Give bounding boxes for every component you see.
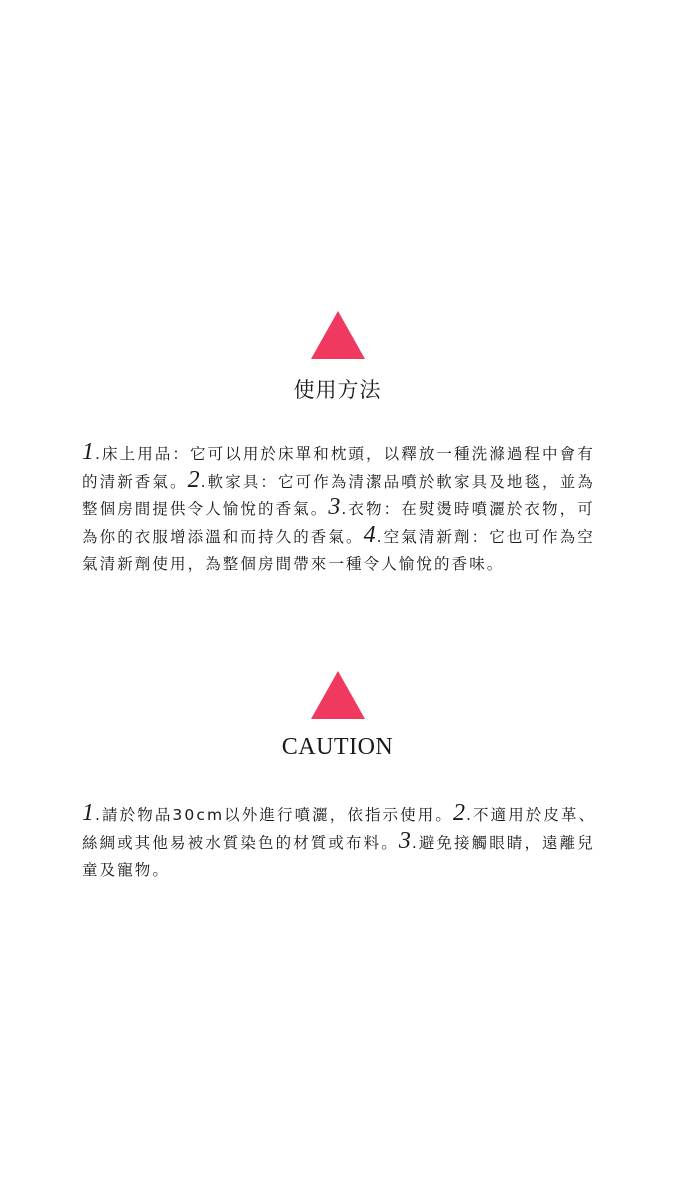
item-text: .軟家具：它可作為清潔品噴於軟家具及地毯，並為整個房間提供令人愉悅的香氣。 xyxy=(82,472,595,518)
item-text: .避免接觸眼睛，遠離兒童及寵物。 xyxy=(82,833,595,879)
item-text: .床上用品：它可以用於床單和枕頭，以釋放一種洗滌過程中會有的清新香氣。 xyxy=(82,445,595,491)
item-text: .不適用於皮革、絲綢或其他易被水質染色的材質或布料。 xyxy=(82,806,597,852)
caution-title: CAUTION xyxy=(281,734,394,760)
item-number: 4 xyxy=(363,521,376,548)
triangle-icon xyxy=(311,671,365,719)
caution-item-1 xyxy=(82,800,453,826)
item-number: 2 xyxy=(452,800,465,826)
item-number: 3 xyxy=(328,494,341,520)
item-number: 2 xyxy=(187,466,200,493)
item-number: 1 xyxy=(82,439,94,465)
item-number: 1 xyxy=(82,800,94,826)
item-number: 3 xyxy=(398,827,411,854)
item-text: .衣物：在熨燙時噴灑於衣物，可為你的衣服增添溫和而持久的香氣。 xyxy=(82,500,595,546)
item-text: .空氣清新劑：它也可作為空氣清新劑使用，為整個房間帶來一種令人愉悅的香味。 xyxy=(82,527,595,573)
item-text: .請於物品30cm以外進行噴灑，依指示使用。 xyxy=(95,806,453,824)
usage-body xyxy=(82,441,598,579)
caution-body xyxy=(82,802,598,885)
usage-title: 使用方法 xyxy=(293,378,382,402)
triangle-icon xyxy=(311,311,365,359)
